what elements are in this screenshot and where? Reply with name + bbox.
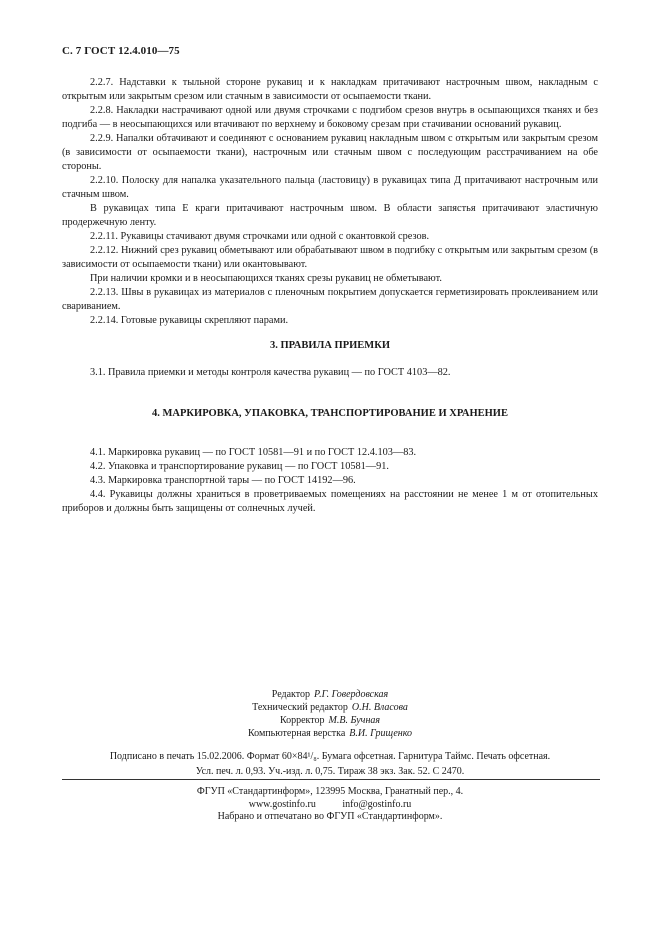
paragraph: 2.2.14. Готовые рукавицы скрепляют парами. [90, 315, 289, 326]
credit-role: Корректор [279, 715, 325, 726]
credit-name: О.Н. Власова [351, 702, 408, 713]
paragraph: 2.2.12. Нижний срез рукавиц обметывают или обрабатывают швом в подгибку с открытым или закрытым срезом (в зависимости от осыпаемости ткани) или окантовывают. [62, 245, 598, 270]
credit-name: М.В. Бучная [328, 715, 381, 726]
paragraph: 3.1. Правила приемки и методы контроля качества рукавиц — по ГОСТ 4103—82. [90, 367, 451, 378]
section-3-text [62, 366, 598, 380]
credit-line [180, 727, 480, 740]
credit-role: Компьютерная верстка [247, 728, 346, 739]
publisher-contacts [62, 799, 598, 812]
credit-role: Редактор [271, 689, 311, 700]
credit-name: В.И. Грищенко [349, 728, 413, 739]
publisher-info [62, 786, 598, 824]
website-link[interactable]: www.gostinfo.ru [248, 798, 316, 810]
paragraph: 2.2.8. Накладки настрачивают одной или двумя строчками с подгибом срезов внутрь в осыпающихся тканях и без подгиба — в неосыпающихся или втачивают по верхнему и боковому срезам при стачивании оснований рукавиц. [62, 105, 598, 130]
editorial-credits [180, 688, 480, 740]
page-header: С. 7 ГОСТ 12.4.010—75 [62, 45, 180, 57]
section-4-text [62, 446, 598, 516]
section-2-text [62, 76, 598, 328]
paragraph: 4.1. Маркировка рукавиц — по ГОСТ 10581—91 и по ГОСТ 12.4.103—83. [90, 447, 417, 458]
paragraph: 4.3. Маркировка транспортной тары — по ГОСТ 14192—96. [90, 475, 356, 486]
credit-role: Технический редактор [252, 702, 348, 713]
credit-line [180, 714, 480, 727]
publisher-note: Набрано и отпечатано во ФГУП «Стандартинформ». [217, 811, 443, 822]
publication-line: Усл. печ. л. 0,93. Уч.-изд. л. 0,75. Тираж 38 экз. Зак. 52. С 2470. [195, 766, 465, 777]
credit-line [180, 701, 480, 714]
paragraph: 2.2.10. Полоску для напалка указательного пальца (ластовицу) в рукавицах типа Д притачивают настрочным или стачным швом. [62, 175, 598, 200]
paragraph: 2.2.9. Напалки обтачивают и соединяют с основанием рукавиц накладным швом с открытым или закрытым срезом (в зависимости от осыпаемости ткани), настрочным или стачным швом с последующим расстрачиванием на обе стороны. [62, 133, 598, 172]
section-3-title: 3. ПРАВИЛА ПРИЕМКИ [270, 340, 390, 351]
credit-name: Р.Г. Говердовская [314, 689, 389, 700]
publisher-address: ФГУП «Стандартинформ», 123995 Москва, Гранатный пер., 4. [196, 786, 464, 797]
paragraph: 2.2.11. Рукавицы стачивают двумя строчками или одной с окантовкой срезов. [90, 231, 430, 242]
paragraph: 2.2.7. Надставки к тыльной стороне рукавиц и к накладкам притачивают настрочным швом, накладным с открытым или закрытым срезом или стачным в зависимости от осыпаемости ткани. [62, 77, 598, 102]
paragraph: В рукавицах типа Е краги притачивают настрочным швом. В области запястья притачивают эластичную продержечную ленту. [62, 203, 598, 228]
divider [62, 779, 600, 780]
section-4-title: 4. МАРКИРОВКА, УПАКОВКА, ТРАНСПОРТИРОВАНИЕ И ХРАНЕНИЕ [152, 408, 508, 419]
paragraph: 2.2.13. Швы в рукавицах из материалов с пленочным покрытием допускается герметизировать проклеиванием или свариванием. [62, 287, 598, 312]
publication-info [62, 749, 598, 779]
publication-line: Подписано в печать 15.02.2006. Формат 60×84¹/₈. Бумага офсетная. Гарнитура Таймс. Печать офсетная. [109, 751, 551, 762]
email-link[interactable]: info@gostinfo.ru [342, 798, 412, 810]
paragraph: 4.4. Рукавицы должны храниться в проветриваемых помещениях на расстоянии не менее 1 м от отопительных приборов и должны быть защищены от солнечных лучей. [62, 489, 598, 514]
paragraph: При наличии кромки и в неосыпающихся тканях срезы рукавиц не обметывают. [90, 273, 442, 284]
paragraph: 4.2. Упаковка и транспортирование рукавиц — по ГОСТ 10581—91. [90, 461, 389, 472]
credit-line [180, 688, 480, 701]
